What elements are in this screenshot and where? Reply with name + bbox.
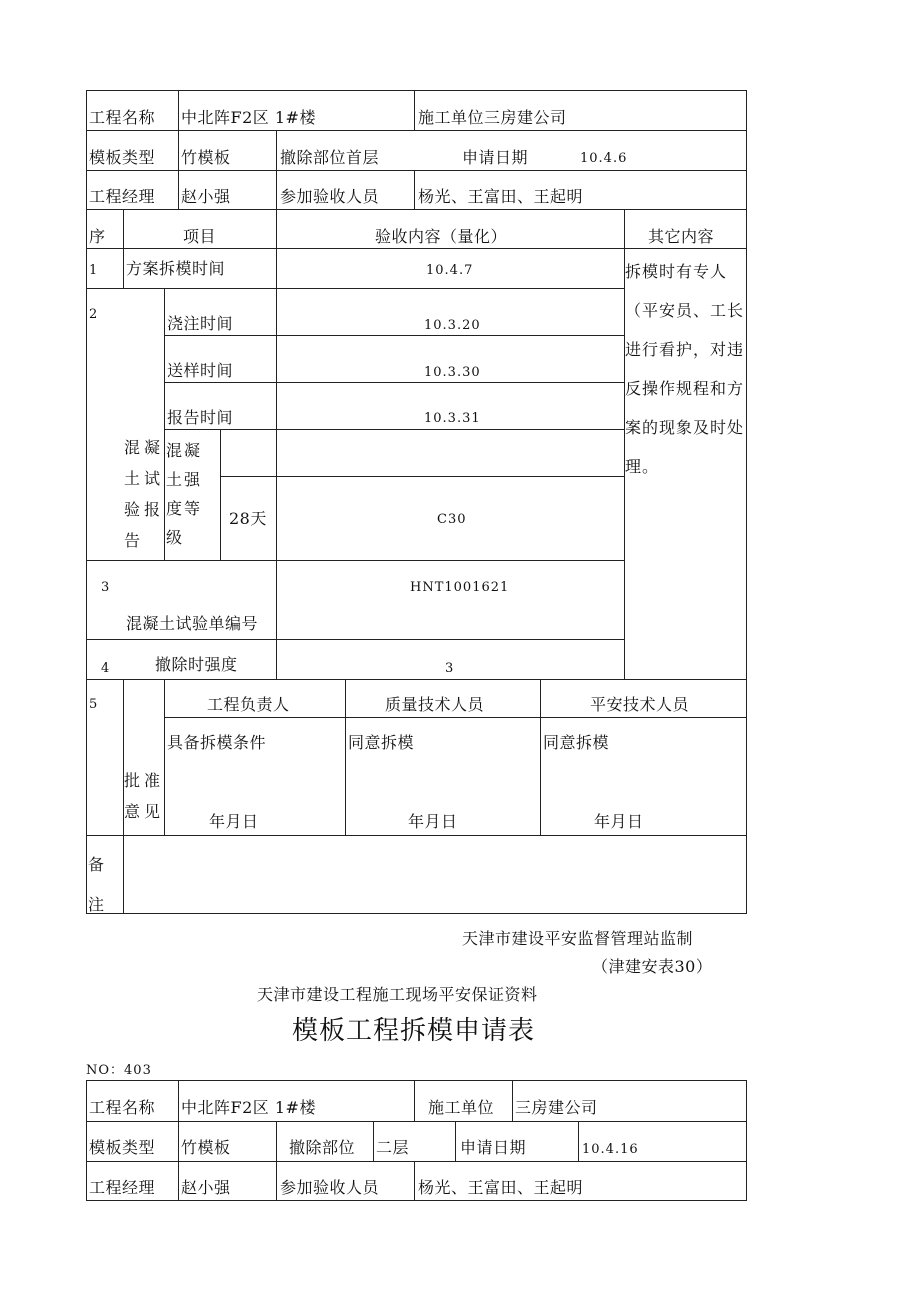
document-header: 天津市建设工程施工现场平安保证资料 <box>257 985 538 1004</box>
rule <box>414 90 415 130</box>
row-number: 4 <box>101 661 111 676</box>
test-number-value: HNT1001621 <box>410 580 510 595</box>
apply-date-label: 申请日期 <box>460 1138 527 1157</box>
report-time-label: 报告时间 <box>167 408 234 427</box>
removal-part-label: 撤除部位 <box>289 1138 356 1157</box>
safety-opinion: 同意拆模 <box>543 733 610 752</box>
rule <box>512 1080 513 1121</box>
apply-date-value: 10.4.6 <box>580 151 628 166</box>
quality-opinion: 同意拆模 <box>348 733 415 752</box>
rule <box>578 1121 579 1161</box>
inspectors-label: 参加验收人员 <box>280 1178 380 1197</box>
rule <box>86 209 746 210</box>
rule <box>164 717 746 718</box>
rule <box>178 90 179 209</box>
builder-label: 施工单位 <box>428 1098 495 1117</box>
rule <box>86 1161 746 1162</box>
engineering-responsible-label: 工程负责人 <box>207 695 290 714</box>
rule <box>164 335 624 336</box>
rule <box>455 1121 456 1161</box>
inspectors-label: 参加验收人员 <box>280 187 380 206</box>
rule <box>220 476 624 477</box>
page-title: 模板工程拆模申请表 <box>292 1016 536 1046</box>
rule <box>414 1161 415 1201</box>
column-header-item: 项目 <box>183 227 217 246</box>
sample-time-label: 送样时间 <box>167 361 234 380</box>
remarks-label: 备注 <box>88 855 109 914</box>
safety-date: 年月日 <box>594 812 644 831</box>
apply-date-label: 申请日期 <box>462 148 529 167</box>
row-number: 1 <box>89 263 99 278</box>
engineering-date: 年月日 <box>209 812 259 831</box>
test-number-label: 混凝土试验单编号 <box>126 614 259 633</box>
rule <box>86 835 746 836</box>
rule <box>220 429 221 560</box>
rule <box>373 1121 374 1161</box>
rule <box>86 90 746 91</box>
rule <box>414 170 415 209</box>
rule <box>86 560 624 561</box>
row-number: 5 <box>89 697 99 712</box>
column-header-content: 验收内容（量化） <box>375 227 508 246</box>
column-header-other: 其它内容 <box>648 227 715 246</box>
rule <box>86 288 624 289</box>
supervisor-note: 天津市建设平安监督管理站监制 <box>462 929 694 948</box>
rule <box>540 679 541 835</box>
rule <box>86 130 746 131</box>
removal-strength-value: 3 <box>445 661 455 676</box>
rule <box>86 1200 746 1201</box>
report-time-value: 10.3.31 <box>424 411 481 426</box>
concrete-report-label: 混凝土试验报告 <box>124 438 165 550</box>
rule <box>345 679 346 835</box>
row-number: 3 <box>101 580 111 595</box>
builder-label-value: 施工单位三房建公司 <box>418 108 567 127</box>
engineering-opinion: 具备拆模条件 <box>167 733 267 752</box>
formwork-type-label: 模板类型 <box>89 1138 156 1157</box>
project-name-label: 工程名称 <box>89 108 156 127</box>
rule <box>86 1080 87 1201</box>
rule <box>746 90 747 914</box>
rule <box>164 429 624 430</box>
quality-date: 年月日 <box>408 812 458 831</box>
strength-grade-label: 混凝土强度等级 <box>166 441 203 547</box>
inspectors-value: 杨光、王富田、王起明 <box>418 187 584 206</box>
approval-label: 批准意见 <box>124 771 165 821</box>
strength-grade-value: C30 <box>437 512 467 527</box>
rule <box>86 1080 746 1081</box>
rule <box>86 913 746 914</box>
manager-value: 赵小强 <box>181 1178 231 1197</box>
removal-strength-label: 撤除时强度 <box>155 655 238 674</box>
formwork-type-value: 竹模板 <box>181 148 231 167</box>
other-content-text: 拆模时有专人（平安员、工长进行看护，对违反操作规程和方案的现象及时处理。 <box>625 262 745 476</box>
manager-label: 工程经理 <box>89 187 156 206</box>
plan-removal-time-label: 方案拆模时间 <box>126 259 226 278</box>
pour-time-value: 10.3.20 <box>424 318 481 333</box>
form-code: （津建安表30） <box>592 957 713 976</box>
rule <box>86 679 746 680</box>
rule <box>746 1080 747 1201</box>
rule <box>123 209 124 288</box>
rule <box>86 1121 746 1122</box>
rule <box>86 639 624 640</box>
rule <box>86 90 87 914</box>
safety-staff-label: 平安技术人员 <box>590 695 690 714</box>
apply-date-value: 10.4.16 <box>582 1142 639 1157</box>
manager-value: 赵小强 <box>181 187 231 206</box>
plan-removal-time-value: 10.4.7 <box>426 263 474 278</box>
builder-value: 三房建公司 <box>515 1098 598 1117</box>
row-number: 2 <box>89 307 99 322</box>
inspectors-value: 杨光、王富田、王起明 <box>418 1178 584 1197</box>
project-name-label: 工程名称 <box>89 1098 156 1117</box>
removal-part-value: 二层 <box>376 1138 410 1157</box>
column-header-seq: 序 <box>89 227 106 246</box>
removal-part: 撤除部位首层 <box>280 148 380 167</box>
rule <box>276 1121 277 1201</box>
formwork-type-value: 竹模板 <box>181 1138 231 1157</box>
rule <box>178 1080 179 1201</box>
rule <box>276 209 277 679</box>
rule <box>414 1080 415 1121</box>
quality-staff-label: 质量技术人员 <box>385 695 485 714</box>
project-name-value: 中北阵F2区 1#楼 <box>181 1098 316 1117</box>
formwork-type-label: 模板类型 <box>89 148 156 167</box>
rule <box>86 170 746 171</box>
rule <box>164 382 624 383</box>
form-number: NO：403 <box>86 1063 152 1078</box>
days-28-label: 28天 <box>229 509 267 528</box>
project-name-value: 中北阵F2区 1#楼 <box>181 108 316 127</box>
pour-time-label: 浇注时间 <box>167 314 234 333</box>
manager-label: 工程经理 <box>89 1178 156 1197</box>
rule <box>86 248 746 249</box>
sample-time-value: 10.3.30 <box>424 365 481 380</box>
rule <box>276 130 277 209</box>
